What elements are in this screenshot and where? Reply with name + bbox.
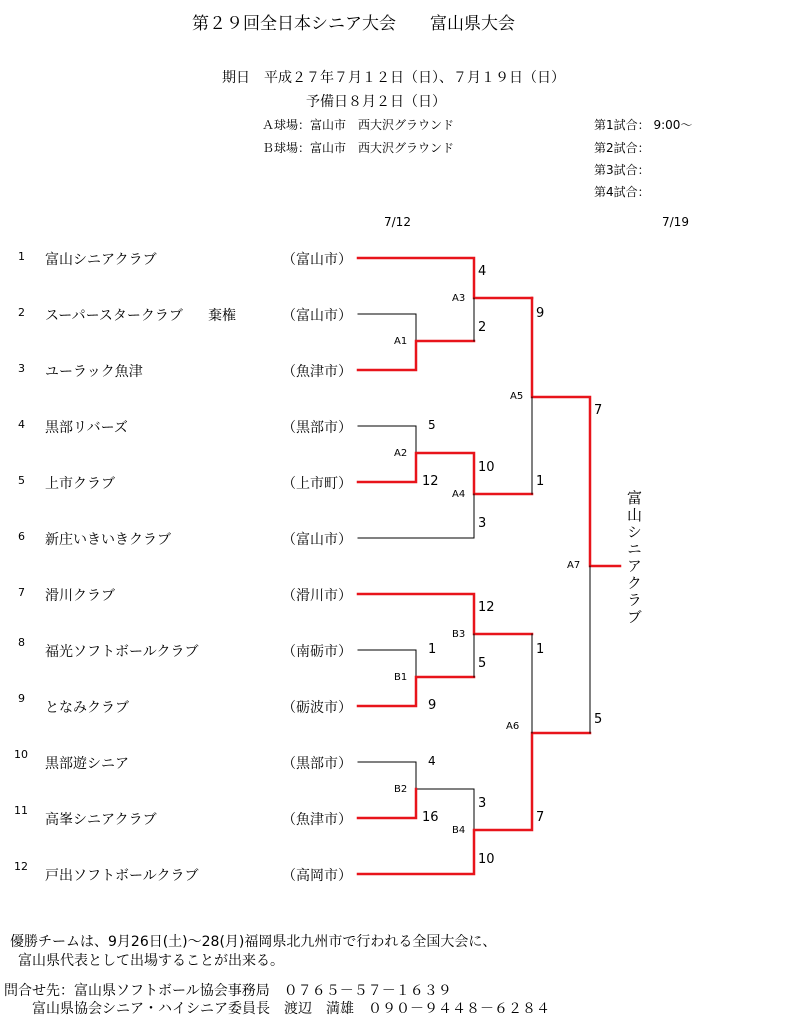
score-b1-top: 1 xyxy=(428,642,437,657)
schedule-dates: 期日 平成２７年７月１２日（日）、７月１９日（日） xyxy=(222,70,565,86)
game-label-a2: A2 xyxy=(394,448,408,459)
team-name: 黒部遊シニア xyxy=(45,756,129,772)
bracket-line-team2 xyxy=(358,314,416,341)
team-city: （富山市） xyxy=(282,532,352,548)
footer-contact-2: 富山県協会シニア・ハイシニア委員長 渡辺 満雄 ０９０－９４４８－６２８４ xyxy=(32,1001,550,1017)
team-city: （南砺市） xyxy=(282,644,352,660)
score-a2-bottom: 12 xyxy=(422,474,439,489)
game-label-a1: A1 xyxy=(394,336,408,347)
team-city: （魚津市） xyxy=(282,364,352,380)
team-number: 8 xyxy=(18,636,25,649)
team-city: （砺波市） xyxy=(282,700,352,716)
score-b3-bottom: 5 xyxy=(478,656,487,671)
footer-note-line1: 優勝チームは、9月26日(土)～28(月)福岡県北九州市で行われる全国大会に、 xyxy=(10,934,497,950)
bracket-line-a1-win xyxy=(358,341,474,370)
team-name: 新庄いきいきクラブ xyxy=(45,532,171,548)
team-number: 7 xyxy=(18,586,25,599)
venue-a: Ａ球場：富山市 西大沢グラウンド xyxy=(262,118,455,132)
team-name: 福光ソフトボールクラブ xyxy=(45,644,199,660)
score-b1-bottom: 9 xyxy=(428,698,437,713)
bracket-line-a3-win xyxy=(358,258,532,298)
score-b3-top: 12 xyxy=(478,600,495,615)
score-b2-top: 4 xyxy=(428,754,436,768)
score-a6-top: 1 xyxy=(536,642,545,657)
game-label-a4: A4 xyxy=(452,489,466,500)
team-name: 戸出ソフトボールクラブ xyxy=(45,868,199,884)
team-name: ユーラック魚津 xyxy=(45,364,143,380)
game-label-a3: A3 xyxy=(452,293,466,304)
game-time-2: 第2試合： xyxy=(594,141,650,155)
game-time-3: 第3試合： xyxy=(594,163,650,177)
game-label-b4: B4 xyxy=(452,825,466,836)
score-a3-top: 4 xyxy=(478,264,487,279)
team-number: 10 xyxy=(14,748,28,761)
team-number: 2 xyxy=(18,306,25,319)
game-label-a5: A5 xyxy=(510,391,524,402)
bracket-line-a5-win xyxy=(532,298,620,566)
score-b4-top: 3 xyxy=(478,796,487,811)
team-name: 高峯シニアクラブ xyxy=(45,812,157,828)
champion-name: 富山シニアクラブ xyxy=(625,490,643,626)
team-number: 4 xyxy=(18,418,25,431)
venue-b: Ｂ球場：富山市 西大沢グラウンド xyxy=(262,141,455,155)
score-a7-bottom: 5 xyxy=(594,712,603,727)
bracket-line-team10 xyxy=(358,762,416,789)
team-note-forfeit: 棄権 xyxy=(208,308,236,324)
round-date-first: 7/12 xyxy=(384,215,411,229)
team-name: 富山シニアクラブ xyxy=(45,252,157,268)
game-label-a6: A6 xyxy=(506,721,520,732)
bracket-line-b2-win xyxy=(358,789,416,818)
score-a7-top: 7 xyxy=(594,403,603,418)
score-a4-top: 10 xyxy=(478,460,495,475)
score-a4-bottom: 3 xyxy=(478,516,487,531)
team-city: （魚津市） xyxy=(282,812,352,828)
team-number: 11 xyxy=(14,804,28,817)
team-city: （高岡市） xyxy=(282,868,352,884)
game-time-4: 第4試合： xyxy=(594,185,650,199)
team-name: スーパースタークラブ xyxy=(45,308,183,324)
team-name: となみクラブ xyxy=(45,700,129,716)
game-label-b1: B1 xyxy=(394,672,408,683)
score-a5-bottom: 1 xyxy=(536,474,545,489)
bracket-line-b1-win xyxy=(358,677,474,706)
team-city: （黒部市） xyxy=(282,420,352,436)
footer-note-line2: 富山県代表として出場することが出来る。 xyxy=(18,953,284,969)
team-name: 黒部リバーズ xyxy=(45,420,128,436)
team-city: （滑川市） xyxy=(282,588,352,604)
game-label-a7: A7 xyxy=(567,560,581,571)
bracket-line-team4 xyxy=(358,426,416,453)
score-b4-bottom: 10 xyxy=(478,852,495,867)
bracket-line-a2-win xyxy=(358,453,532,494)
game-time-1: 第1試合： 9:00～ xyxy=(594,118,693,132)
schedule-reserve: 予備日８月２日（日） xyxy=(306,94,446,110)
team-number: 9 xyxy=(18,692,25,705)
round-date-final: 7/19 xyxy=(662,215,689,229)
score-a5-top: 9 xyxy=(536,306,545,321)
score-b2-bottom: 16 xyxy=(422,810,439,825)
team-city: （黒部市） xyxy=(282,756,352,772)
score-a3-bottom: 2 xyxy=(478,320,487,335)
team-number: 5 xyxy=(18,474,25,487)
team-number: 1 xyxy=(18,250,25,263)
team-number: 6 xyxy=(18,530,25,543)
team-city: （富山市） xyxy=(282,308,352,324)
team-city: （富山市） xyxy=(282,252,352,268)
bracket-line-team8 xyxy=(358,650,416,677)
game-label-b2: B2 xyxy=(394,784,408,795)
team-name: 上市クラブ xyxy=(45,476,115,492)
score-a2-top: 5 xyxy=(428,418,436,432)
team-number: 3 xyxy=(18,362,25,375)
bracket-line-team6 xyxy=(358,494,474,538)
footer-contact-1: 問合せ先：富山県ソフトボール協会事務局 ０７６５－５７－１６３９ xyxy=(4,983,452,999)
bracket-line-b3-win xyxy=(358,594,532,634)
team-name: 滑川クラブ xyxy=(45,588,115,604)
page-title: 第２９回全日本シニア大会 富山県大会 xyxy=(192,14,515,34)
team-city: （上市町） xyxy=(282,476,352,492)
game-label-b3: B3 xyxy=(452,629,466,640)
team-number: 12 xyxy=(14,860,28,873)
score-a6-bottom: 7 xyxy=(536,810,545,825)
